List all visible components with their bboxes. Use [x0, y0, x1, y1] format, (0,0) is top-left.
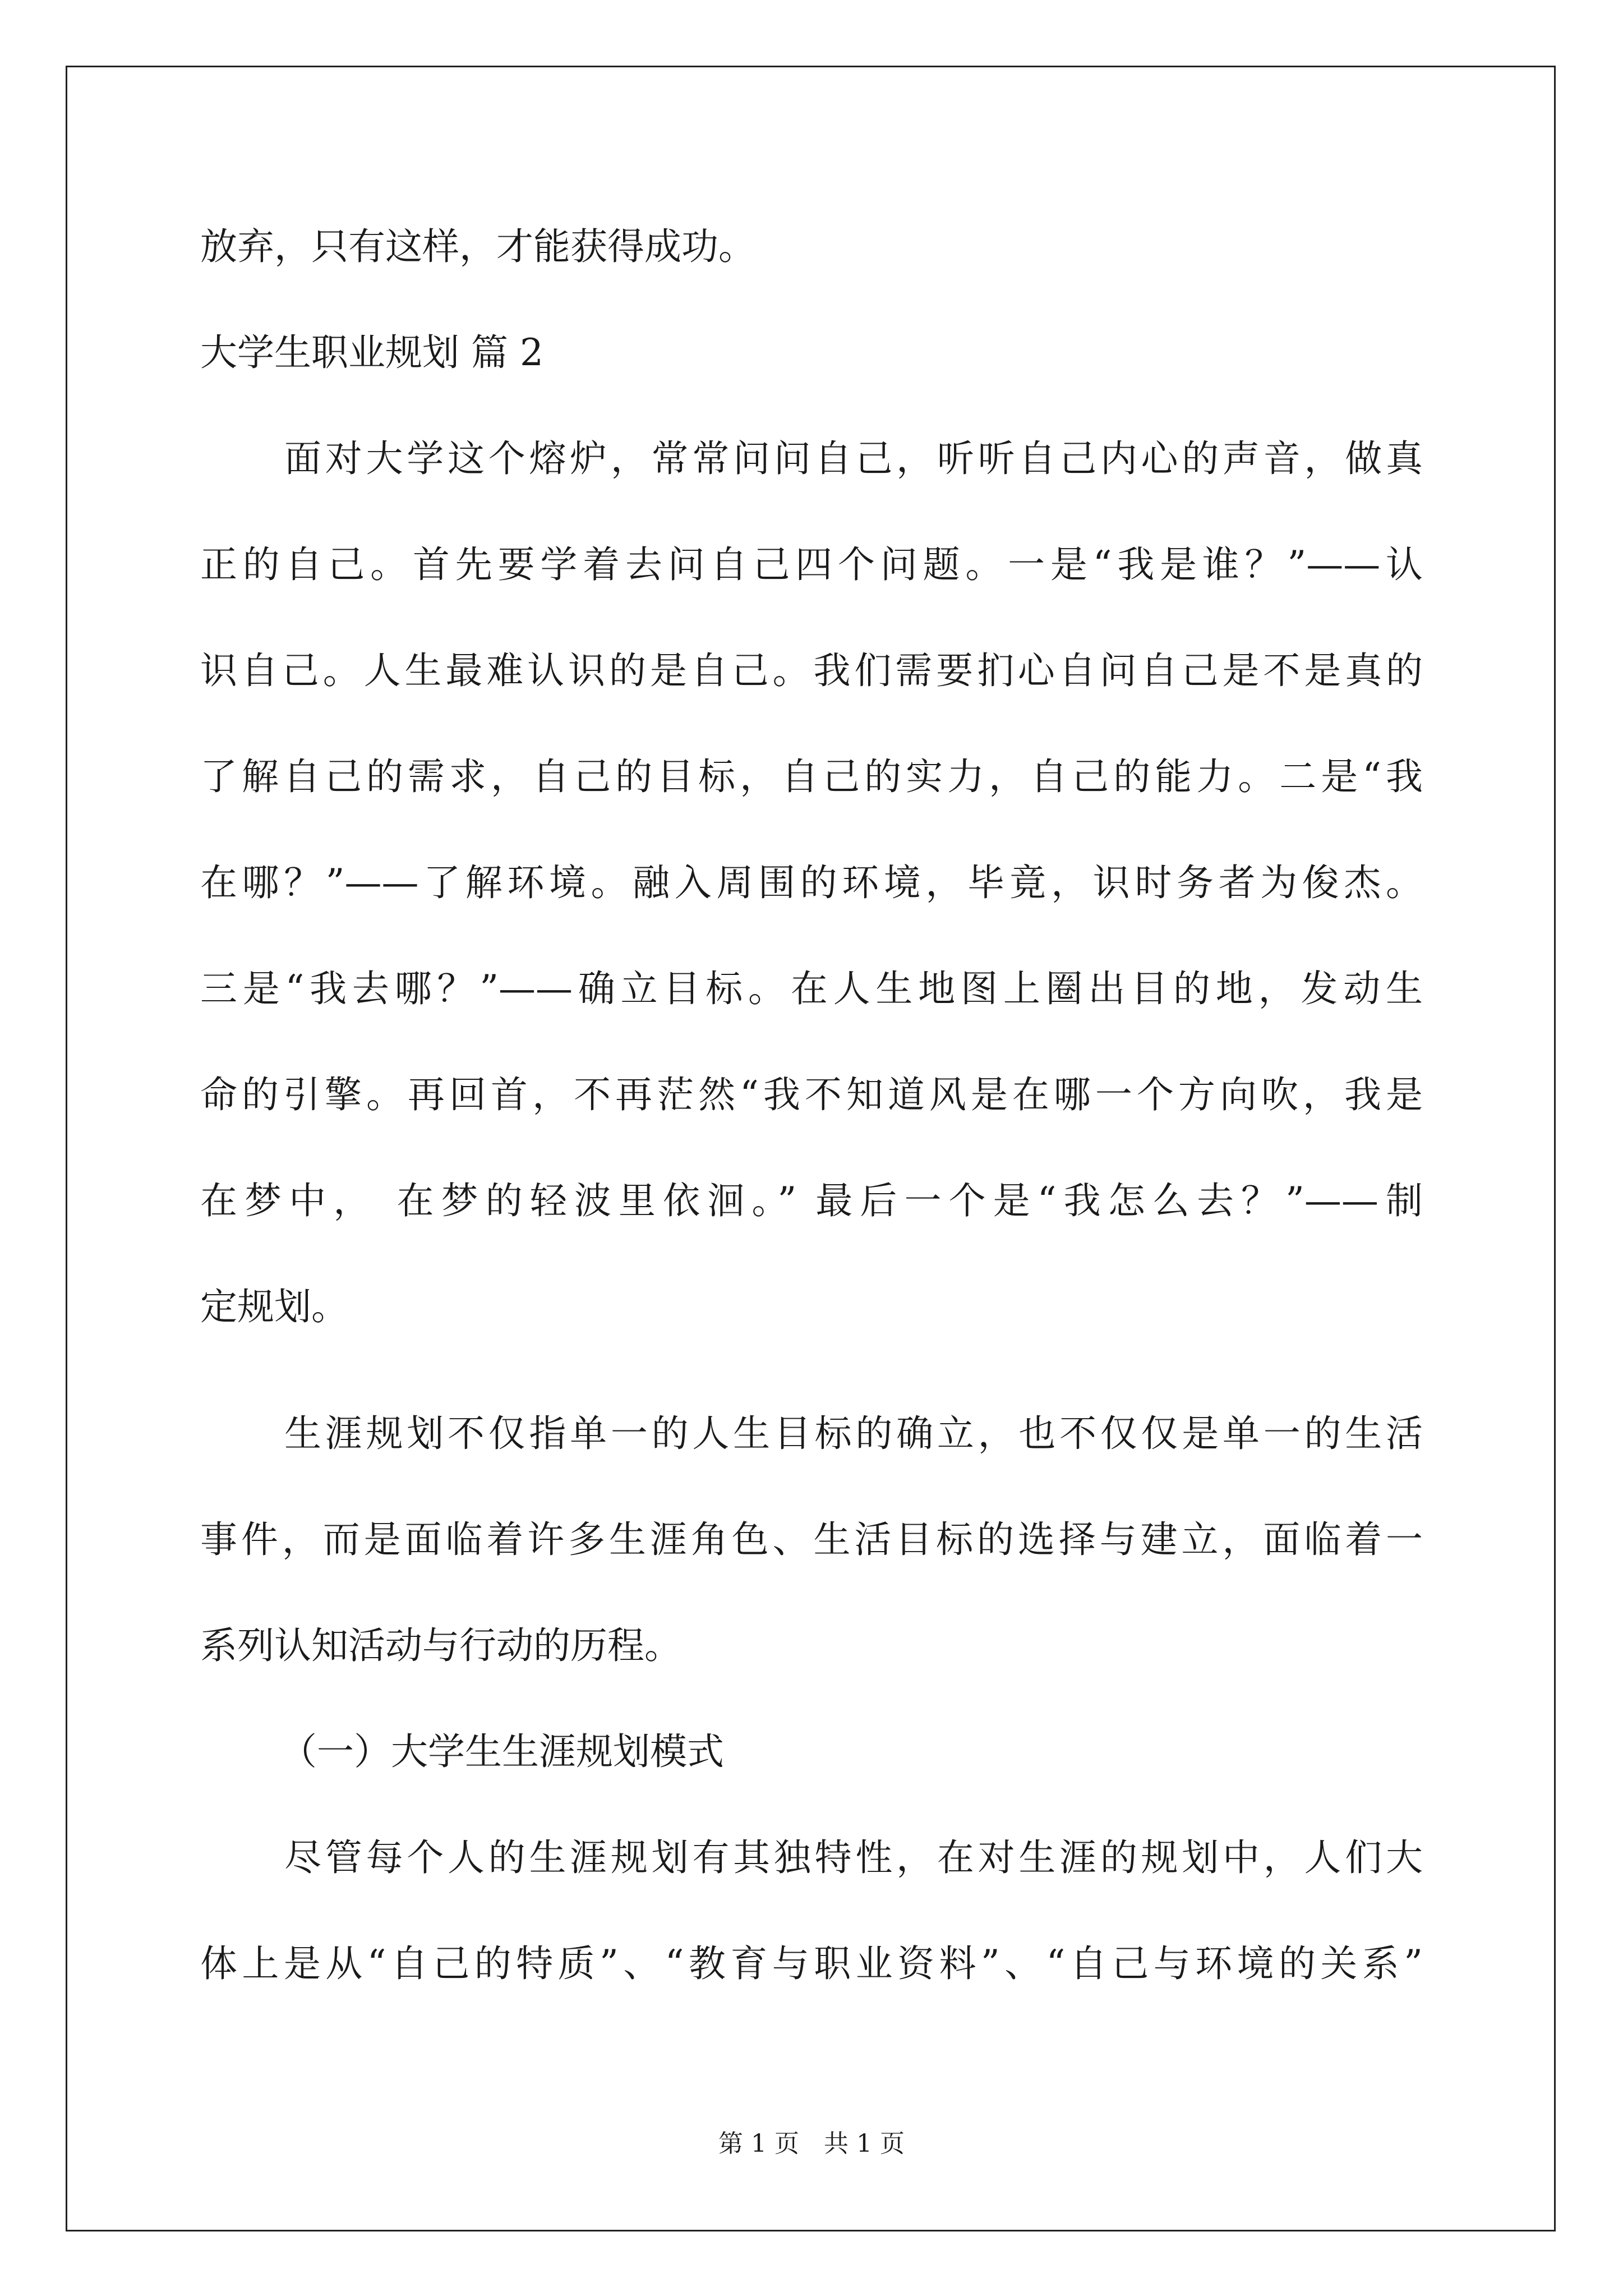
subsection-heading: （一）大学生生涯规划模式: [280, 1730, 724, 1773]
page-footer: 第 1 页 共 1 页: [718, 2129, 905, 2158]
paragraph-line: 事件，而是面临着许多生涯角色、生活目标的选择与建立，面临着一: [200, 1518, 1423, 1561]
document-body: [200, 219, 1423, 2042]
paragraph-line: 识自己。人生最难认识的是自己。我们需要扪心自问自己是不是真的: [200, 649, 1423, 692]
paragraph-line: 正的自己。首先要学着去问自己四个问题。一是“我是谁？”——认: [200, 543, 1423, 586]
paragraph-line: 体上是从“自己的特质”、“教育与职业资料”、“自己与环境的关系”: [200, 1942, 1423, 1985]
paragraph-line: 了解自己的需求，自己的目标，自己的实力，自己的能力。二是“我: [200, 755, 1423, 798]
paragraph-line: 放弃，只有这样，才能获得成功。: [200, 225, 755, 268]
paragraph-line: 命的引擎。再回首，不再茫然“我不知道风是在哪一个方向吹，我是: [200, 1073, 1423, 1116]
paragraph-line: 尽管每个人的生涯规划有其独特性，在对生涯的规划中，人们大: [284, 1836, 1423, 1879]
paragraph-line: 面对大学这个熔炉，常常问问自己，听听自己内心的声音，做真: [284, 437, 1423, 480]
paragraph-line: 定规划。: [200, 1285, 348, 1328]
paragraph-line: 生涯规划不仅指单一的人生目标的确立，也不仅仅是单一的生活: [284, 1412, 1423, 1455]
paragraph-line: 三是“我去哪？”——确立目标。在人生地图上圈出目的地，发动生: [200, 967, 1423, 1010]
section-heading: 大学生职业规划 篇 2: [200, 331, 543, 374]
paragraph-line: 系列认知活动与行动的历程。: [200, 1624, 681, 1667]
paragraph-line: 在梦中， 在梦的轻波里依洄。” 最后一个是“我怎么去？”——制: [200, 1179, 1423, 1222]
paragraph-line: 在哪？”——了解环境。融入周围的环境，毕竟，识时务者为俊杰。: [200, 861, 1423, 904]
